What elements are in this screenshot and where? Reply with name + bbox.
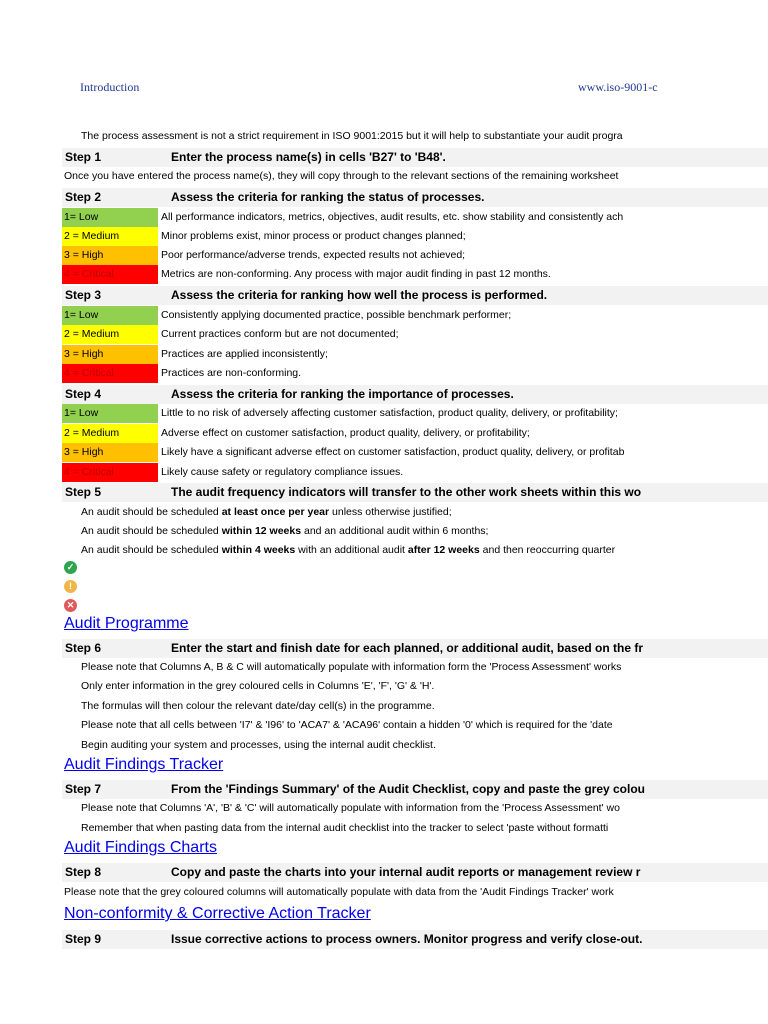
step-2-rank-critical <box>62 265 768 284</box>
text-segment: and then reoccurring quarter <box>479 544 616 556</box>
text-segment: with an additional audit <box>295 544 408 556</box>
step-2-rank-high <box>62 246 768 265</box>
text-segment: unless otherwise justified; <box>329 506 452 518</box>
exclamation-circle-icon: ! <box>64 580 77 593</box>
step-4-rank-critical <box>62 463 768 482</box>
text-segment: An audit should be scheduled <box>81 544 222 556</box>
step-8-row <box>62 863 768 882</box>
rank-medium-cell: 2 = Medium <box>62 227 158 246</box>
bold-segment: within 12 weeks <box>221 525 302 537</box>
step-3-row <box>62 286 768 305</box>
bold-segment: within 4 weeks <box>221 544 296 556</box>
step-5-line-2 <box>81 522 661 541</box>
step-7-note: Remember that when pasting data from the internal audit checklist into the tracker to select 'paste without formatti <box>81 822 609 834</box>
rank-high-cell: 3 = High <box>62 443 158 462</box>
step-4-row <box>62 385 768 404</box>
step-title: Assess the criteria for ranking how well the process is performed. <box>171 288 548 302</box>
text-segment: and an additional audit within 6 months; <box>301 525 489 537</box>
audit-findings-tracker-link[interactable]: Audit Findings Tracker <box>64 756 224 773</box>
step-6-row <box>62 639 768 658</box>
rank-high-cell: 3 = High <box>62 345 158 364</box>
step-5-row <box>62 483 768 502</box>
website-link[interactable]: www.iso-9001-c <box>578 80 658 94</box>
step-9-row <box>62 930 768 949</box>
step-6-note: Please note that Columns A, B & C will automatically populate with information form the 'Process Assessment' works <box>81 661 622 673</box>
rank-description: Likely have a significant adverse effect on customer satisfaction, product quality, delivery, or profitab <box>161 446 625 458</box>
step-title: Copy and paste the charts into your internal audit reports or management review r <box>171 865 641 879</box>
step-label: Step 2 <box>65 190 102 204</box>
step-title: Assess the criteria for ranking the importance of processes. <box>171 387 514 401</box>
step-2-row <box>62 188 768 207</box>
step-title: The audit frequency indicators will transfer to the other work sheets within this wo <box>171 485 642 499</box>
step-7-note: Please note that Columns 'A', 'B' & 'C' will automatically populate with information from the 'Process Assessment' wo <box>81 802 620 814</box>
step-label: Step 4 <box>65 387 102 401</box>
bold-segment: after 12 weeks <box>407 544 480 556</box>
step-4-rank-medium <box>62 424 768 443</box>
rank-critical-cell: 4 = Critical <box>62 265 158 284</box>
step-8-note: Please note that the grey coloured columns will automatically populate with data from the 'Audit Findings Tracker' work <box>64 886 614 898</box>
rank-description: Practices are non-conforming. <box>161 367 302 379</box>
step-3-rank-medium <box>62 325 768 344</box>
step-5-line-1 <box>81 503 661 522</box>
rank-description: Likely cause safety or regulatory compliance issues. <box>161 466 404 478</box>
text-segment: An audit should be scheduled <box>81 506 222 518</box>
sheet-header-title: Introduction <box>80 80 140 94</box>
step-label: Step 8 <box>65 865 102 879</box>
audit-findings-charts-link[interactable]: Audit Findings Charts <box>64 839 217 856</box>
rank-low-cell: 1= Low <box>62 306 158 325</box>
audit-programme-link[interactable]: Audit Programme <box>64 615 189 632</box>
step-label: Step 6 <box>65 641 102 655</box>
step-4-rank-low <box>62 404 768 423</box>
step-6-note: Begin auditing your system and processes, using the internal audit checklist. <box>81 739 436 751</box>
intro-text: The process assessment is not a strict requirement in ISO 9001:2015 but it will help to substantiate your audit progra <box>81 130 623 142</box>
bold-segment: at least once per year <box>221 506 330 518</box>
rank-description: Consistently applying documented practice, possible benchmark performer; <box>161 309 512 321</box>
step-3-rank-low <box>62 306 768 325</box>
step-label: Step 7 <box>65 782 102 796</box>
rank-description: Metrics are non-conforming. Any process with major audit finding in past 12 months. <box>161 268 551 280</box>
step-1-note: Once you have entered the process name(s), they will copy through to the relevant sections of the remaining worksheet <box>64 170 619 182</box>
step-7-row <box>62 780 768 799</box>
step-title: Issue corrective actions to process owners. Monitor progress and verify close-out. <box>171 932 643 946</box>
rank-description: Poor performance/adverse trends, expected results not achieved; <box>161 249 466 261</box>
rank-description: Minor problems exist, minor process or product changes planned; <box>161 230 466 242</box>
step-3-rank-high <box>62 345 768 364</box>
rank-description: All performance indicators, metrics, objectives, audit results, etc. show stability and consistently ach <box>161 211 624 223</box>
step-label: Step 1 <box>65 150 102 164</box>
step-label: Step 9 <box>65 932 102 946</box>
rank-high-cell: 3 = High <box>62 246 158 265</box>
rank-medium-cell: 2 = Medium <box>62 424 158 443</box>
step-label: Step 3 <box>65 288 102 302</box>
rank-description: Little to no risk of adversely affecting customer satisfaction, product quality, delivery, or profitability; <box>161 407 618 419</box>
step-title: From the 'Findings Summary' of the Audit Checklist, copy and paste the grey colou <box>171 782 645 796</box>
step-6-note: Only enter information in the grey coloured cells in Columns 'E', 'F', 'G' & 'H'. <box>81 680 435 692</box>
rank-critical-cell: 4 = Critical <box>62 364 158 383</box>
step-4-rank-high <box>62 443 768 462</box>
rank-description: Current practices conform but are not documented; <box>161 328 399 340</box>
text-segment: An audit should be scheduled <box>81 525 222 537</box>
step-1-row <box>62 148 768 167</box>
step-title: Enter the start and finish date for each planned, or additional audit, based on the fr <box>171 641 644 655</box>
step-6-note: The formulas will then colour the relevant date/day cell(s) in the programme. <box>81 700 435 712</box>
rank-description: Adverse effect on customer satisfaction, product quality, delivery, or profitability; <box>161 427 530 439</box>
rank-low-cell: 1= Low <box>62 404 158 423</box>
step-6-note: Please note that all cells between 'I7' & 'I96' to 'ACA7' & 'ACA96' contain a hidden '0' which is required for the 'date <box>81 719 613 731</box>
step-title: Enter the process name(s) in cells 'B27' to 'B48'. <box>171 150 446 164</box>
rank-medium-cell: 2 = Medium <box>62 325 158 344</box>
rank-critical-cell: 4 = Critical <box>62 463 158 482</box>
cross-circle-icon: ✕ <box>64 599 77 612</box>
step-title: Assess the criteria for ranking the status of processes. <box>171 190 485 204</box>
step-2-rank-medium <box>62 227 768 246</box>
rank-low-cell: 1= Low <box>62 208 158 227</box>
step-2-rank-low <box>62 208 768 227</box>
step-label: Step 5 <box>65 485 102 499</box>
check-circle-icon: ✓ <box>64 561 77 574</box>
step-3-rank-critical <box>62 364 768 383</box>
step-5-line-3 <box>81 541 661 560</box>
rank-description: Practices are applied inconsistently; <box>161 348 328 360</box>
nc-tracker-link[interactable]: Non-conformity & Corrective Action Tracker <box>64 905 371 922</box>
